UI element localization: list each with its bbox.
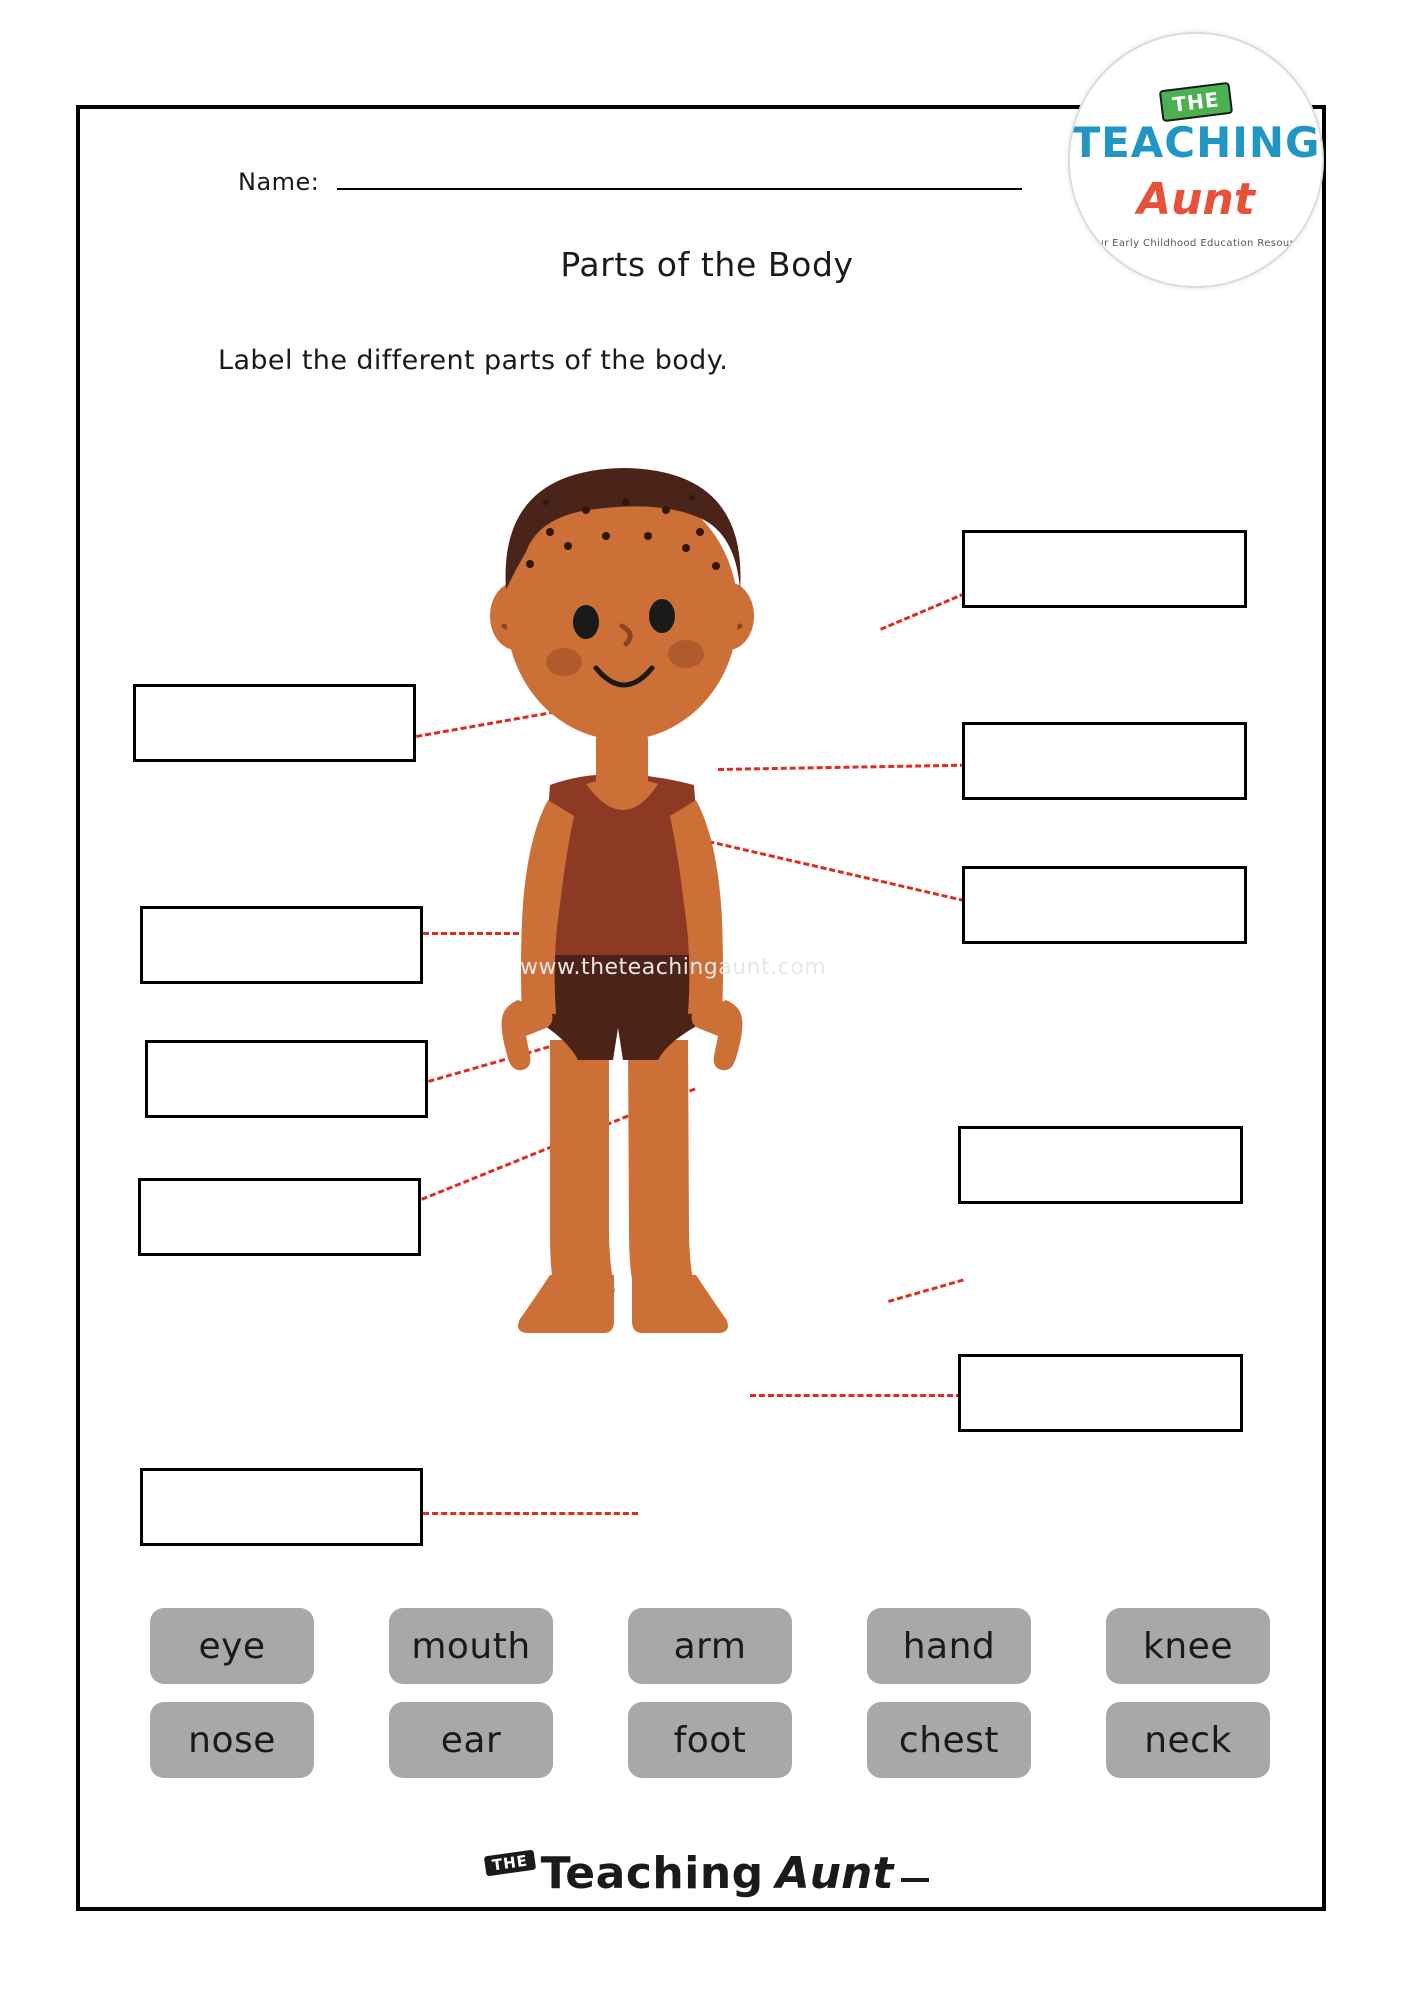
word-chip-eye[interactable]: eye: [150, 1608, 314, 1684]
footer-teaching-text: Teaching: [540, 1848, 764, 1899]
footer-brand: [0, 1848, 1414, 1899]
name-input-line[interactable]: [337, 188, 1022, 190]
answer-box-right-1[interactable]: [962, 530, 1247, 608]
answer-box-right-3[interactable]: [962, 866, 1247, 944]
logo-the-badge: THE: [1159, 82, 1233, 122]
logo-teaching-text: TEACHING: [1071, 118, 1321, 167]
word-bank: [150, 1608, 1270, 1796]
word-chip-knee[interactable]: knee: [1106, 1608, 1270, 1684]
answer-box-left-3[interactable]: [145, 1040, 428, 1118]
body-illustration: [400, 440, 820, 1350]
logo-tagline: Your Early Childhood Education Resource: [1085, 238, 1307, 249]
logo-aunt-text: Aunt: [1137, 174, 1255, 225]
name-label: Name:: [238, 168, 320, 196]
answer-box-right-2[interactable]: [962, 722, 1247, 800]
word-chip-chest[interactable]: chest: [867, 1702, 1031, 1778]
name-field-row: [238, 168, 1022, 196]
word-chip-arm[interactable]: arm: [628, 1608, 792, 1684]
answer-box-right-4[interactable]: [958, 1126, 1243, 1204]
brand-logo: [1068, 32, 1324, 288]
leader-line-right-5: [750, 1394, 962, 1397]
word-chip-foot[interactable]: foot: [628, 1702, 792, 1778]
footer-dash: [901, 1878, 929, 1882]
watermark-text: www.theteachingaunt.com: [520, 955, 827, 980]
word-chip-neck[interactable]: neck: [1106, 1702, 1270, 1778]
word-bank-row-1: [150, 1608, 1270, 1684]
word-chip-hand[interactable]: hand: [867, 1608, 1031, 1684]
word-chip-mouth[interactable]: mouth: [389, 1608, 553, 1684]
answer-box-left-5[interactable]: [140, 1468, 423, 1546]
word-bank-row-2: [150, 1702, 1270, 1778]
leader-line-left-5: [423, 1512, 638, 1515]
footer-aunt-text: Aunt: [775, 1848, 894, 1899]
instructions-text: Label the different parts of the body.: [218, 345, 729, 376]
word-chip-ear[interactable]: ear: [389, 1702, 553, 1778]
answer-box-left-4[interactable]: [138, 1178, 421, 1256]
page-title: Parts of the Body: [560, 245, 854, 284]
answer-box-left-1[interactable]: [133, 684, 416, 762]
word-chip-nose[interactable]: nose: [150, 1702, 314, 1778]
answer-box-right-5[interactable]: [958, 1354, 1243, 1432]
footer-the-badge: THE: [483, 1849, 535, 1876]
answer-box-left-2[interactable]: [140, 906, 423, 984]
